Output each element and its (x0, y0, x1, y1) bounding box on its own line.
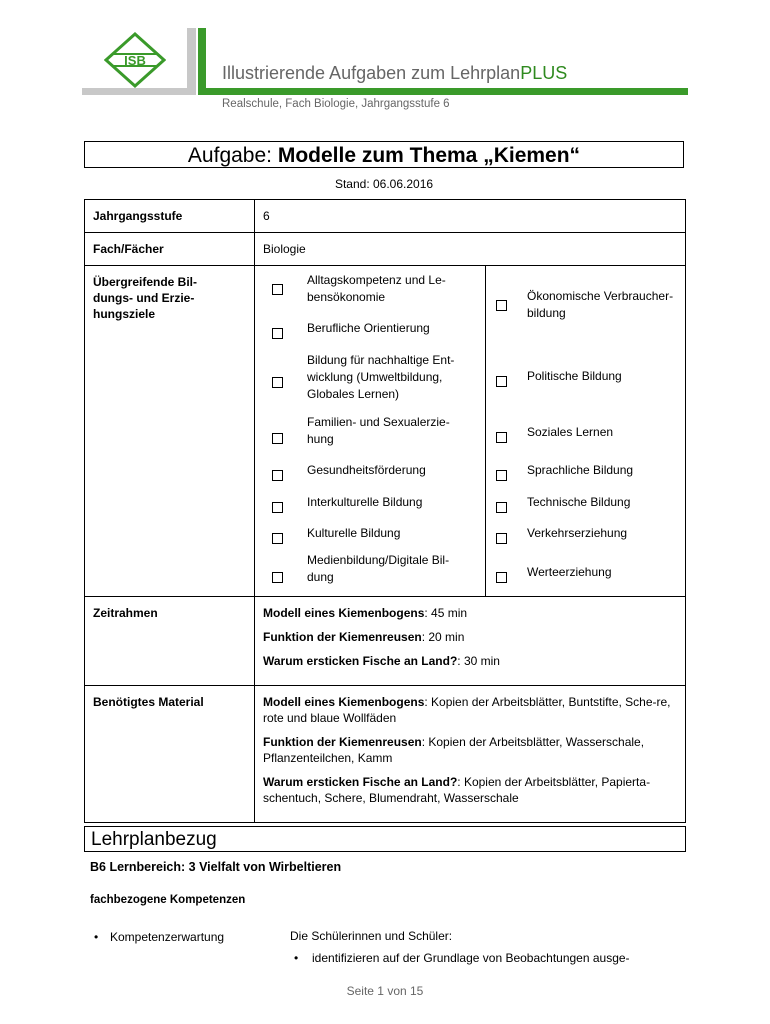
goal-label-left-7: Medienbildung/Digitale Bil-dung (307, 553, 450, 584)
goal-label-right-3: Sprachliche Bildung (527, 463, 634, 477)
checkbox-right-1[interactable] (496, 376, 507, 387)
isb-logo (104, 32, 166, 88)
fach-value: Biologie (255, 233, 686, 266)
material-item-0: Modell eines Kiemenbogens: Kopien der Arbeitsblätter, Buntstifte, Sche-re, rote und blaue Wollfäden (263, 695, 671, 725)
checkbox-right-4[interactable] (496, 502, 507, 513)
goal-label-left-5: Interkulturelle Bildung (307, 495, 423, 509)
lernbereich: B6 Lernbereich: 3 Vielfalt von Wirbeltieren (90, 860, 342, 874)
goal-label-left-2: Bildung für nachhaltige Ent-wicklung (Umweltbildung, Globales Lernen) (307, 353, 455, 401)
material-label: Benötigtes Material (85, 686, 255, 823)
checkbox-left-1[interactable] (272, 328, 283, 339)
zeit-item-1: Funktion der Kiemenreusen: 20 min (263, 630, 465, 644)
goal-label-right-1: Politische Bildung (527, 369, 622, 383)
goal-label-left-3: Familien- und Sexualerzie-hung (307, 415, 450, 446)
jahrgang-value: 6 (255, 200, 686, 233)
checkbox-left-7[interactable] (272, 572, 283, 583)
task-title-box: Aufgabe: Modelle zum Thema „Kiemen“ (84, 141, 684, 168)
goal-label-right-6: Werteerziehung (527, 565, 612, 579)
page-footer: Seite 1 von 15 (346, 984, 424, 998)
bullet-icon: • (294, 951, 299, 965)
goal-label-left-6: Kulturelle Bildung (307, 526, 401, 540)
kompetenzerwartung: Kompetenzerwartung (110, 930, 225, 944)
checkbox-left-3[interactable] (272, 433, 283, 444)
goal-label-left-4: Gesundheitsförderung (307, 463, 426, 477)
zeit-item-0: Modell eines Kiemenbogens: 45 min (263, 606, 468, 620)
goal-label-right-0: Ökonomische Verbraucher-bildung (527, 289, 674, 320)
goal-label-right-2: Soziales Lernen (527, 425, 614, 439)
zeit-label: Zeitrahmen (85, 597, 255, 686)
checkbox-left-4[interactable] (272, 470, 283, 481)
checkbox-left-2[interactable] (272, 377, 283, 388)
header-bar-gray-vertical (187, 28, 196, 94)
zeit-values (255, 597, 686, 686)
bullet-icon: • (94, 930, 99, 944)
goals-grid (255, 266, 685, 596)
material-values (255, 686, 686, 823)
zeit-item-2: Warum ersticken Fische an Land?: 30 min (263, 654, 500, 668)
header-bar-gray-horizontal (82, 88, 196, 95)
checkbox-left-6[interactable] (272, 533, 283, 544)
checkbox-right-6[interactable] (496, 572, 507, 583)
info-table (84, 199, 686, 823)
checkbox-right-0[interactable] (496, 300, 507, 311)
goal-label-left-0: Alltagskompetenz und Le-bensökonomie (307, 273, 446, 304)
checkbox-left-5[interactable] (272, 502, 283, 513)
checkbox-right-2[interactable] (496, 432, 507, 443)
isb-logo-text: ISB (124, 53, 146, 68)
material-item-1: Funktion der Kiemenreusen: Kopien der Arbeitsblätter, Wasserschale, Pflanzenteilchen, Kamm (263, 735, 645, 765)
material-item-2: Warum ersticken Fische an Land?: Kopien der Arbeitsblätter, Papierta-schentuch, Schere, Blumendraht, Wasserschale (263, 775, 651, 805)
kompetenz-item: identifizieren auf der Grundlage von Beobachtungen ausge- (312, 951, 630, 965)
goal-label-right-5: Verkehrserziehung (527, 526, 628, 540)
goal-label-right-4: Technische Bildung (527, 495, 631, 509)
goals-divider (485, 266, 486, 596)
checkbox-left-0[interactable] (272, 284, 283, 295)
checkbox-right-5[interactable] (496, 533, 507, 544)
lehrplan-heading: Lehrplanbezug (84, 826, 686, 852)
header-title: Illustrierende Aufgaben zum LehrplanPLUS (222, 63, 568, 83)
goal-label-left-1: Berufliche Orientierung (307, 321, 430, 335)
fach-label: Fach/Fächer (85, 233, 255, 266)
header-bar-green-horizontal (198, 88, 688, 95)
schueler-intro: Die Schülerinnen und Schüler: (290, 929, 453, 943)
header-subtitle: Realschule, Fach Biologie, Jahrgangsstufe 6 (222, 98, 450, 110)
stand-date: Stand: 06.06.2016 (334, 177, 434, 191)
kompetenzen-heading: fachbezogene Kompetenzen (90, 894, 246, 906)
header-bar-green-vertical (198, 28, 206, 94)
jahrgang-label: Jahrgangsstufe (85, 200, 255, 233)
checkbox-right-3[interactable] (496, 470, 507, 481)
ziele-label: Übergreifende Bil- dungs- und Erzie- hungsziele (85, 266, 255, 597)
